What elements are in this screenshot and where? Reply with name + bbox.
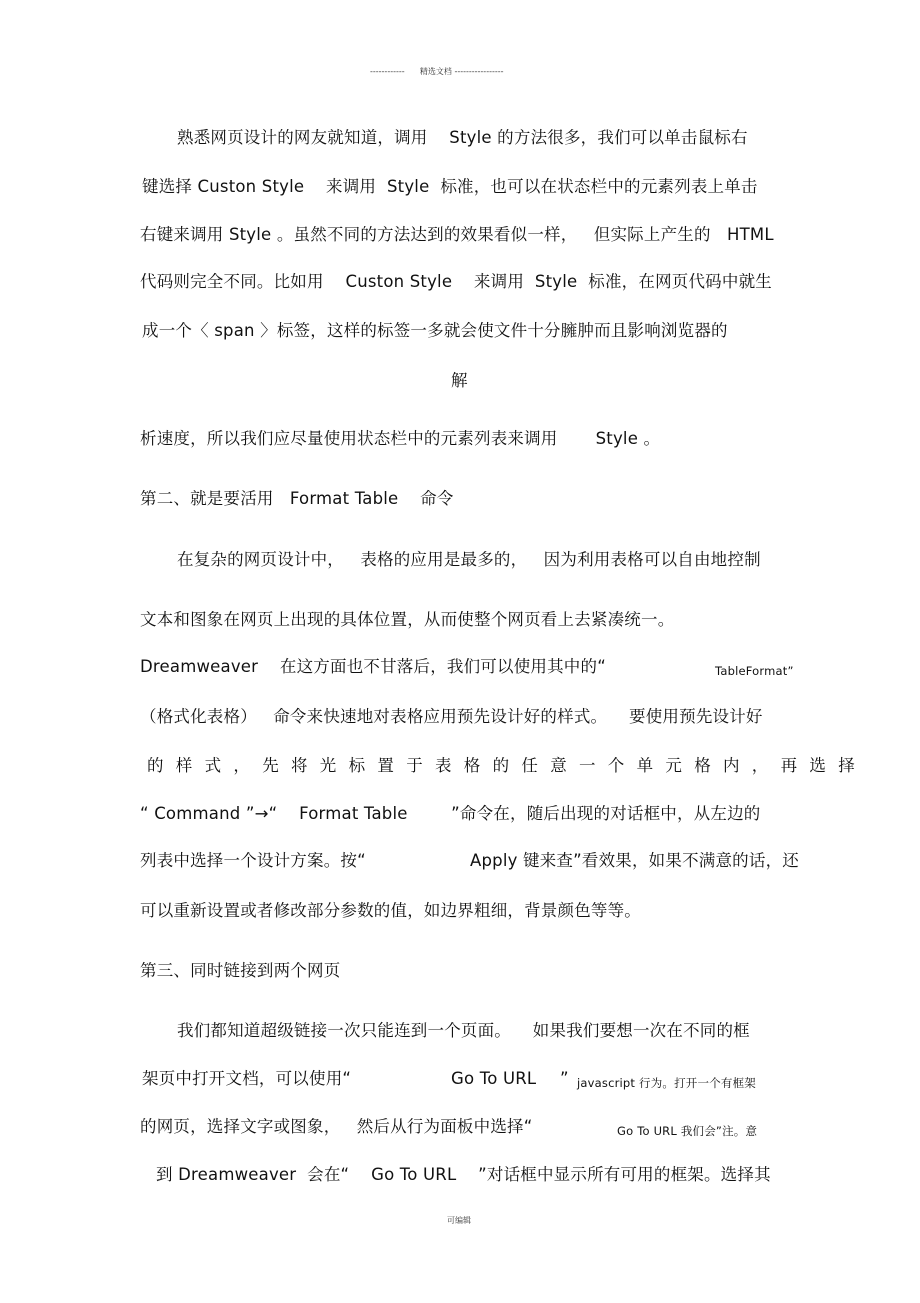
- paragraph-line-9: 文本和图象在网页上出现的具体位置，从而使整个网页看上去紧凑统一。: [140, 610, 675, 629]
- paragraph-line-2: 键选择 Custon Style 来调用 Style 标准，也可以在状态栏中的元素列表上单击: [142, 177, 758, 196]
- paragraph-line-12: 的样式，先将光标置于表格的任意一个单元格内，再选择: [147, 756, 867, 775]
- page-header: ------------ 精选文档 -----------------: [370, 67, 504, 76]
- paragraph-line-1: 熟悉网页设计的网友就知道，调用 Style 的方法很多，我们可以单击鼠标右: [177, 128, 748, 147]
- paragraph-line-13: “ Command ”→“ Format Table ”命令在，随后出现的对话框中，从左边的: [140, 804, 761, 823]
- paragraph-line-11: （格式化表格） 命令来快速地对表格应用预先设计好的样式。 要使用预先设计好: [140, 707, 763, 726]
- paragraph-line-17: 架页中打开文档，可以使用“: [142, 1069, 352, 1088]
- paragraph-line-15: 可以重新设置或者修改部分参数的值，如边界粗细，背景颜色等等。: [140, 901, 641, 920]
- paragraph-line-7: 析速度，所以我们应尽量使用状态栏中的元素列表来调用 Style 。: [140, 429, 661, 448]
- paragraph-line-6: 解: [451, 371, 468, 390]
- paragraph-line-16: 我们都知道超级链接一次只能连到一个页面。 如果我们要想一次在不同的框: [177, 1021, 750, 1040]
- paragraph-line-19: 到 Dreamweaver 会在“ Go To URL ”对话框中显示所有可用的框架。选择其: [156, 1165, 771, 1184]
- paragraph-line-14: 列表中选择一个设计方案。按“: [140, 851, 366, 870]
- section-heading-3: 第三、同时链接到两个网页: [140, 961, 341, 980]
- paragraph-line-14-tail: Apply 键来查”看效果，如果不满意的话，还: [470, 851, 799, 870]
- paragraph-line-8: 在复杂的网页设计中， 表格的应用是最多的， 因为利用表格可以自由地控制: [177, 550, 761, 569]
- paragraph-line-18-tail: Go To URL 我们会”注。意: [617, 1124, 758, 1138]
- paragraph-line-10-tail: TableFormat”: [715, 664, 794, 678]
- paragraph-line-18: 的网页，选择文字或图象， 然后从行为面板中选择“: [140, 1117, 533, 1136]
- paragraph-line-17-link: Go To URL: [451, 1069, 537, 1088]
- section-heading-2: 第二、就是要活用 Format Table 命令: [140, 489, 454, 508]
- paragraph-line-4: 代码则完全不同。比如用 Custon Style 来调用 Style 标准，在网页代码中就生: [140, 272, 772, 291]
- paragraph-line-10: Dreamweaver 在这方面也不甘落后，我们可以使用其中的“: [140, 657, 606, 676]
- paragraph-line-17-quote: ”: [560, 1069, 569, 1088]
- paragraph-line-17-tail: javascript 行为。打开一个有框架: [577, 1076, 756, 1090]
- page-footer: 可编辑: [447, 1216, 471, 1225]
- paragraph-line-5: 成一个〈 span 〉标签，这样的标签一多就会使文件十分臃肿而且影响浏览器的: [142, 321, 728, 340]
- paragraph-line-3: 右键来调用 Style 。虽然不同的方法达到的效果看似一样， 但实际上产生的 HTML: [140, 225, 774, 244]
